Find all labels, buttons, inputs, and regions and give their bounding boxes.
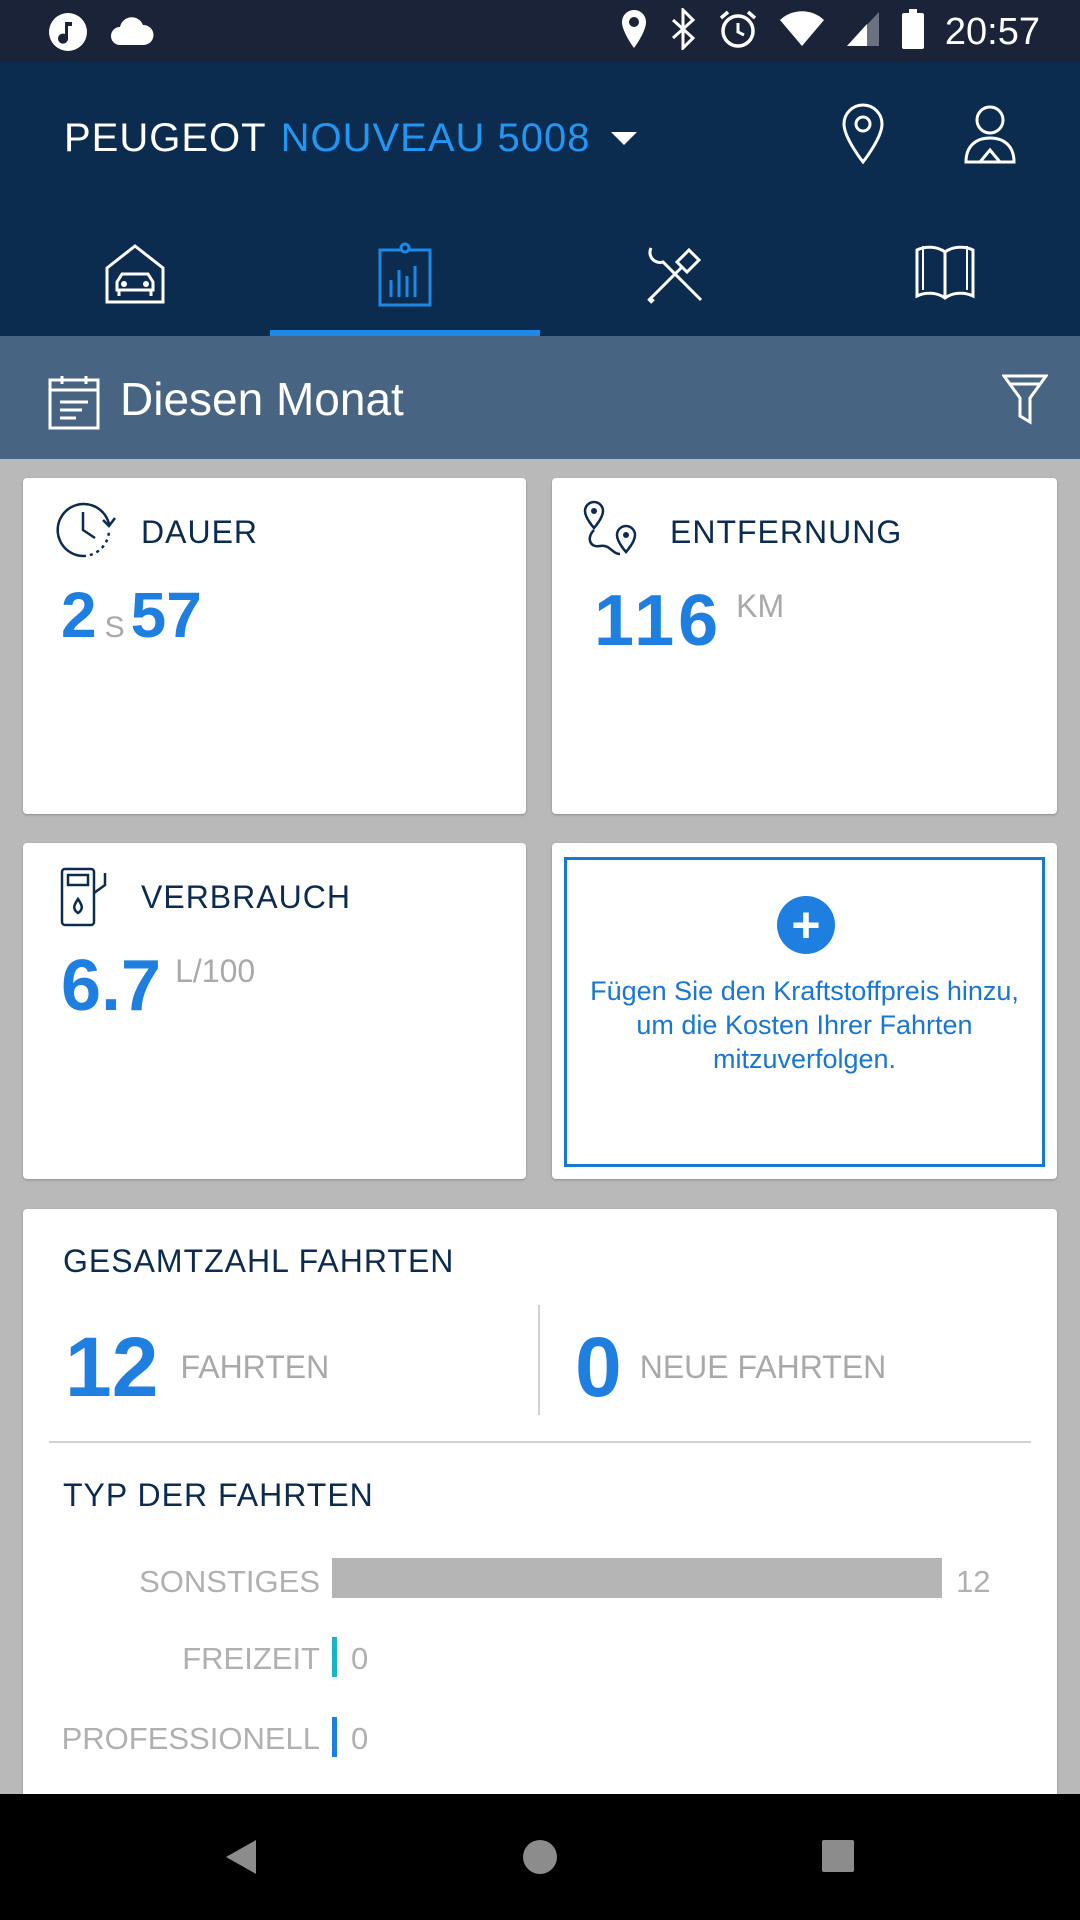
trips-total-label: FAHRTEN <box>180 1349 330 1385</box>
consumption-value: 6.7 <box>61 946 162 1026</box>
wifi-icon <box>779 10 825 53</box>
consumption-card <box>23 843 526 1179</box>
trips-title: GESAMTZAHL FAHRTEN <box>63 1243 455 1279</box>
trip-type-value: 12 <box>956 1564 991 1599</box>
add-fuel-price-button[interactable] <box>564 857 1045 1167</box>
home-icon[interactable] <box>522 1839 558 1880</box>
alarm-icon <box>717 8 759 55</box>
trip-type-label: FREIZEIT <box>182 1641 320 1676</box>
bluetooth-icon <box>669 8 697 55</box>
clock-icon <box>53 500 117 565</box>
consumption-title: VERBRAUCH <box>141 879 351 915</box>
route-icon <box>580 498 644 567</box>
tab-garage[interactable] <box>0 232 270 336</box>
main-tabs <box>0 232 1080 336</box>
car-garage-icon <box>103 242 167 311</box>
tools-icon <box>643 242 707 311</box>
location-icon <box>619 8 649 55</box>
brand-label: PEUGEOT <box>64 116 267 160</box>
period-label[interactable]: Diesen Monat <box>120 373 404 425</box>
filter-icon[interactable] <box>1002 372 1048 431</box>
trip-types-title: TYP DER FAHRTEN <box>63 1477 374 1513</box>
duration-card <box>23 478 526 814</box>
plus-icon: + <box>777 896 835 954</box>
distance-value: 116 <box>594 581 723 661</box>
trip-type-label: PROFESSIONELL <box>61 1721 320 1756</box>
duration-hours: 2 <box>61 579 97 651</box>
tab-statistics[interactable] <box>270 232 540 336</box>
user-profile-icon[interactable] <box>962 102 1018 171</box>
app-header <box>0 62 1080 336</box>
music-note-icon <box>48 12 88 57</box>
battery-icon <box>901 8 925 55</box>
back-icon[interactable] <box>224 1838 258 1881</box>
status-bar <box>0 0 1080 62</box>
trips-total-value: 12 <box>65 1320 159 1414</box>
chevron-down-icon <box>611 132 637 145</box>
trip-type-label: SONSTIGES <box>139 1564 320 1599</box>
cloud-icon <box>110 17 154 52</box>
calendar-icon <box>48 374 100 435</box>
map-pin-icon[interactable] <box>840 102 886 171</box>
trip-type-value: 0 <box>351 1641 369 1676</box>
period-filter-bar <box>0 336 1080 459</box>
trip-type-value: 0 <box>351 1721 369 1756</box>
divider <box>49 1441 1031 1443</box>
distance-card <box>552 478 1057 814</box>
tab-maintenance[interactable] <box>540 232 810 336</box>
duration-title: DAUER <box>141 514 259 550</box>
distance-unit: KM <box>736 588 785 624</box>
system-nav-bar <box>0 1794 1080 1920</box>
vehicle-selector[interactable] <box>64 116 637 161</box>
clock-time: 20:57 <box>944 10 1040 53</box>
duration-hours-unit: S <box>104 611 125 644</box>
consumption-unit: L/100 <box>175 953 256 989</box>
trips-card <box>23 1209 1057 1809</box>
duration-minutes: 57 <box>130 579 202 651</box>
distance-title: ENTFERNUNG <box>670 514 903 550</box>
tab-guide[interactable] <box>810 232 1080 336</box>
model-label: NOUVEAU 5008 <box>280 116 591 160</box>
bar-chart-icon <box>377 242 433 313</box>
recents-icon[interactable] <box>822 1840 854 1877</box>
fuel-pump-icon <box>59 863 115 934</box>
trips-new-value: 0 <box>575 1320 622 1414</box>
add-fuel-price-card[interactable] <box>552 843 1057 1179</box>
trip-type-bar <box>332 1637 337 1677</box>
add-fuel-price-text: Fügen Sie den Kraftstoffpreis hinzu, um die Kosten Ihrer Fahrten mitzuverfolgen. <box>590 976 1019 1074</box>
signal-icon <box>845 10 881 53</box>
open-book-icon <box>913 242 977 307</box>
trip-type-bar <box>332 1558 942 1598</box>
trip-type-bar <box>332 1717 337 1757</box>
divider <box>538 1305 540 1415</box>
trips-new-label: NEUE FAHRTEN <box>639 1349 887 1385</box>
